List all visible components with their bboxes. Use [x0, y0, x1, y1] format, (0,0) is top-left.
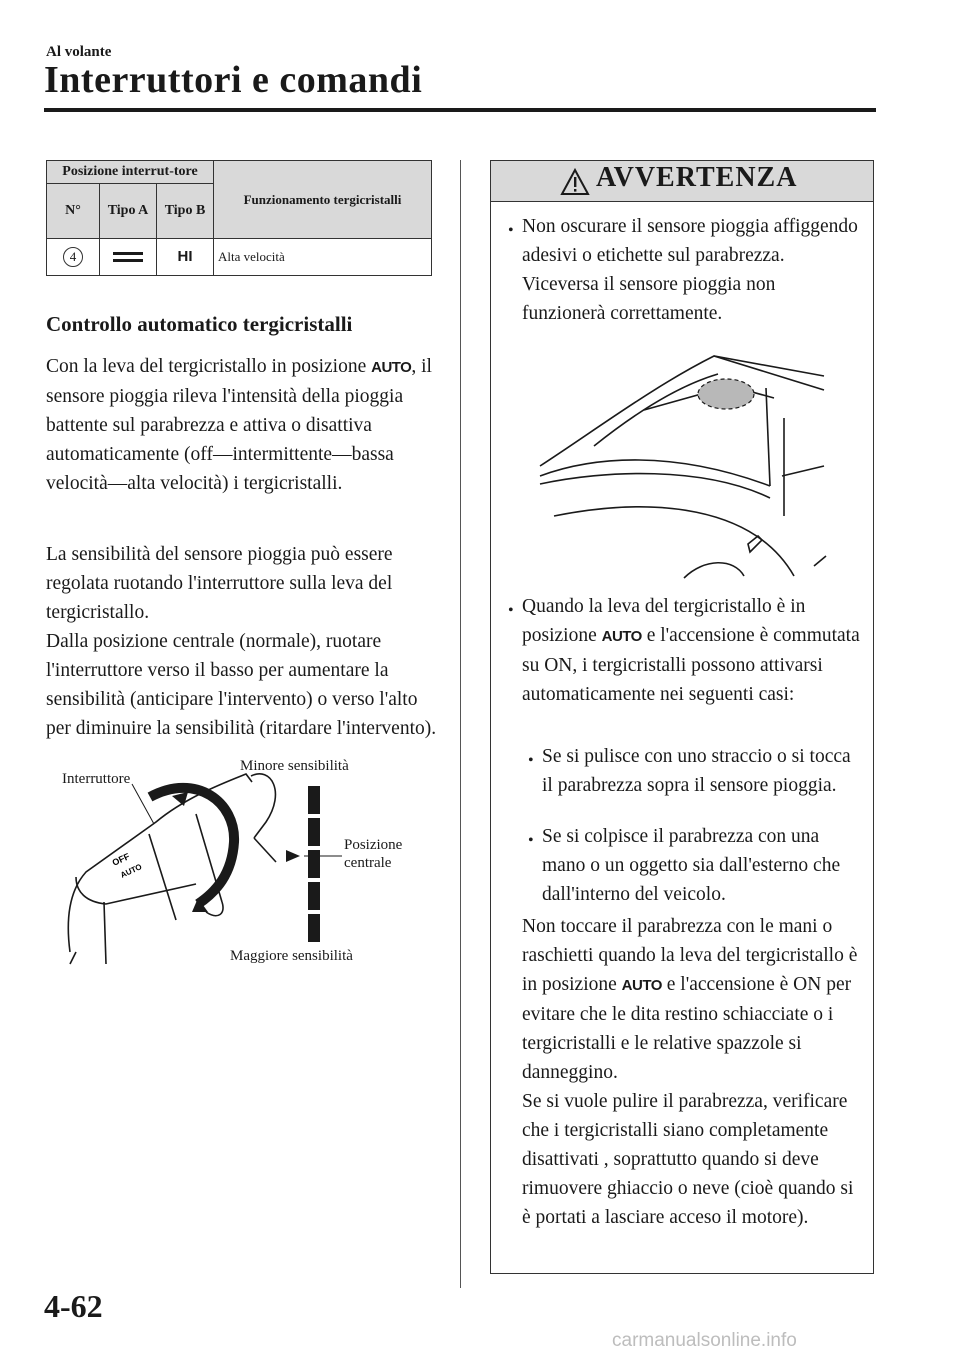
paragraph-text: Dalla posizione centrale (normale), ruotare l'interruttore verso il basso per aumentare la sensibilità (anticipare l'intervento) o verso l'alto per diminuire la sensibilità (ritardare l'intervento).	[46, 631, 437, 739]
table-header-no: N°	[47, 184, 100, 239]
bullet-icon: •	[528, 752, 534, 769]
auto-label: AUTO	[371, 359, 412, 376]
wiper-hi-icon	[113, 252, 143, 262]
page-title: Interruttori e comandi	[44, 59, 423, 101]
auto-label: AUTO	[621, 977, 662, 994]
table-header-type-b: Tipo B	[157, 184, 214, 239]
paragraph-text: , il sensore pioggia rileva l'intensità della pioggia battente sul parabrezza e attiva o disattiva automaticamente (off—intermittente—bassa velocità—alta velocità) i tergicristalli.	[46, 356, 432, 494]
hi-label: HI	[177, 248, 193, 265]
column-divider	[460, 160, 461, 1288]
warning-text: e l'accensione è commutata su ON, i tergicristalli possono attivarsi automaticamente nei seguenti casi:	[522, 625, 860, 705]
page-number: 4-62	[44, 1288, 103, 1324]
warning-sub-item: Se si colpisce il parabrezza con una mano o un oggetto sia dall'esterno che dall'interno del veicolo.	[542, 826, 841, 905]
bullet-icon: •	[508, 222, 514, 239]
lever-off-text: OFF	[110, 851, 132, 868]
paragraph-auto-control	[46, 352, 446, 498]
label-less-sensitivity: Minore sensibilità	[240, 758, 349, 774]
section-heading: Controllo automatico tergicristalli	[46, 312, 353, 336]
warning-text: Non toccare il parabrezza con le mani o raschietti quando la leva del tergicristallo è in posizione	[522, 916, 858, 995]
auto-label: AUTO	[601, 628, 642, 645]
watermark: carmanualsonline.info	[612, 1330, 797, 1351]
header-rule	[44, 108, 876, 112]
table-cell-no	[47, 239, 100, 276]
warning-item: Non oscurare il sensore pioggia affiggendo adesivi o etichette sul parabrezza. Viceversa il sensore pioggia non funzionerà correttamente.	[522, 216, 858, 324]
warning-sub-item: Se si pulisce con uno straccio o si tocca il parabrezza sopra il sensore pioggia.	[542, 746, 851, 796]
paragraph-sensitivity	[46, 540, 446, 743]
warning-triangle-icon	[560, 168, 590, 196]
windshield-figure	[534, 346, 834, 586]
paragraph-text: Con la leva del tergicristallo in posizione	[46, 356, 367, 377]
bullet-icon: •	[508, 602, 514, 619]
warning-paragraph	[522, 912, 862, 1232]
label-more-sensitivity: Maggiore sensibilità	[230, 948, 353, 964]
lever-auto-text: AUTO	[119, 862, 144, 880]
table-row	[47, 239, 432, 276]
warning-text: Se si vuole pulire il parabrezza, verificare che i tergicristalli siano completamente disattivati , soprattutto quando si deve rimuovere ghiaccio o neve (cioè quando si è portati a lasciare acceso il motore).	[522, 1091, 854, 1228]
warning-text: e l'accensione è ON per evitare che le dita restino schiacciate o i tergicristalli e le relative spazzole si danneggino.	[522, 974, 852, 1083]
warning-title: AVVERTENZA	[596, 162, 798, 193]
breadcrumb: Al volante	[46, 44, 112, 60]
warning-item	[522, 592, 862, 709]
table-header-function: Funzionamento tergicristalli	[214, 161, 432, 239]
paragraph-text: La sensibilità del sensore pioggia può essere regolata ruotando l'interruttore sulla leva del tergicristallo.	[46, 544, 393, 623]
table-cell-function: Alta velocità	[214, 239, 432, 276]
table-header-position: Posizione interrut-tore	[47, 161, 214, 184]
row-number: 4	[63, 247, 83, 267]
table-cell-type-a	[100, 239, 157, 276]
warning-text: Quando la leva del tergicristallo è in posizione	[522, 596, 806, 646]
label-switch: Interruttore	[62, 771, 131, 787]
bullet-icon: •	[528, 832, 534, 849]
table-cell-type-b	[157, 239, 214, 276]
label-center-position: Posizione centrale	[344, 837, 403, 871]
wiper-table	[46, 160, 432, 276]
table-header-type-a: Tipo A	[100, 184, 157, 239]
